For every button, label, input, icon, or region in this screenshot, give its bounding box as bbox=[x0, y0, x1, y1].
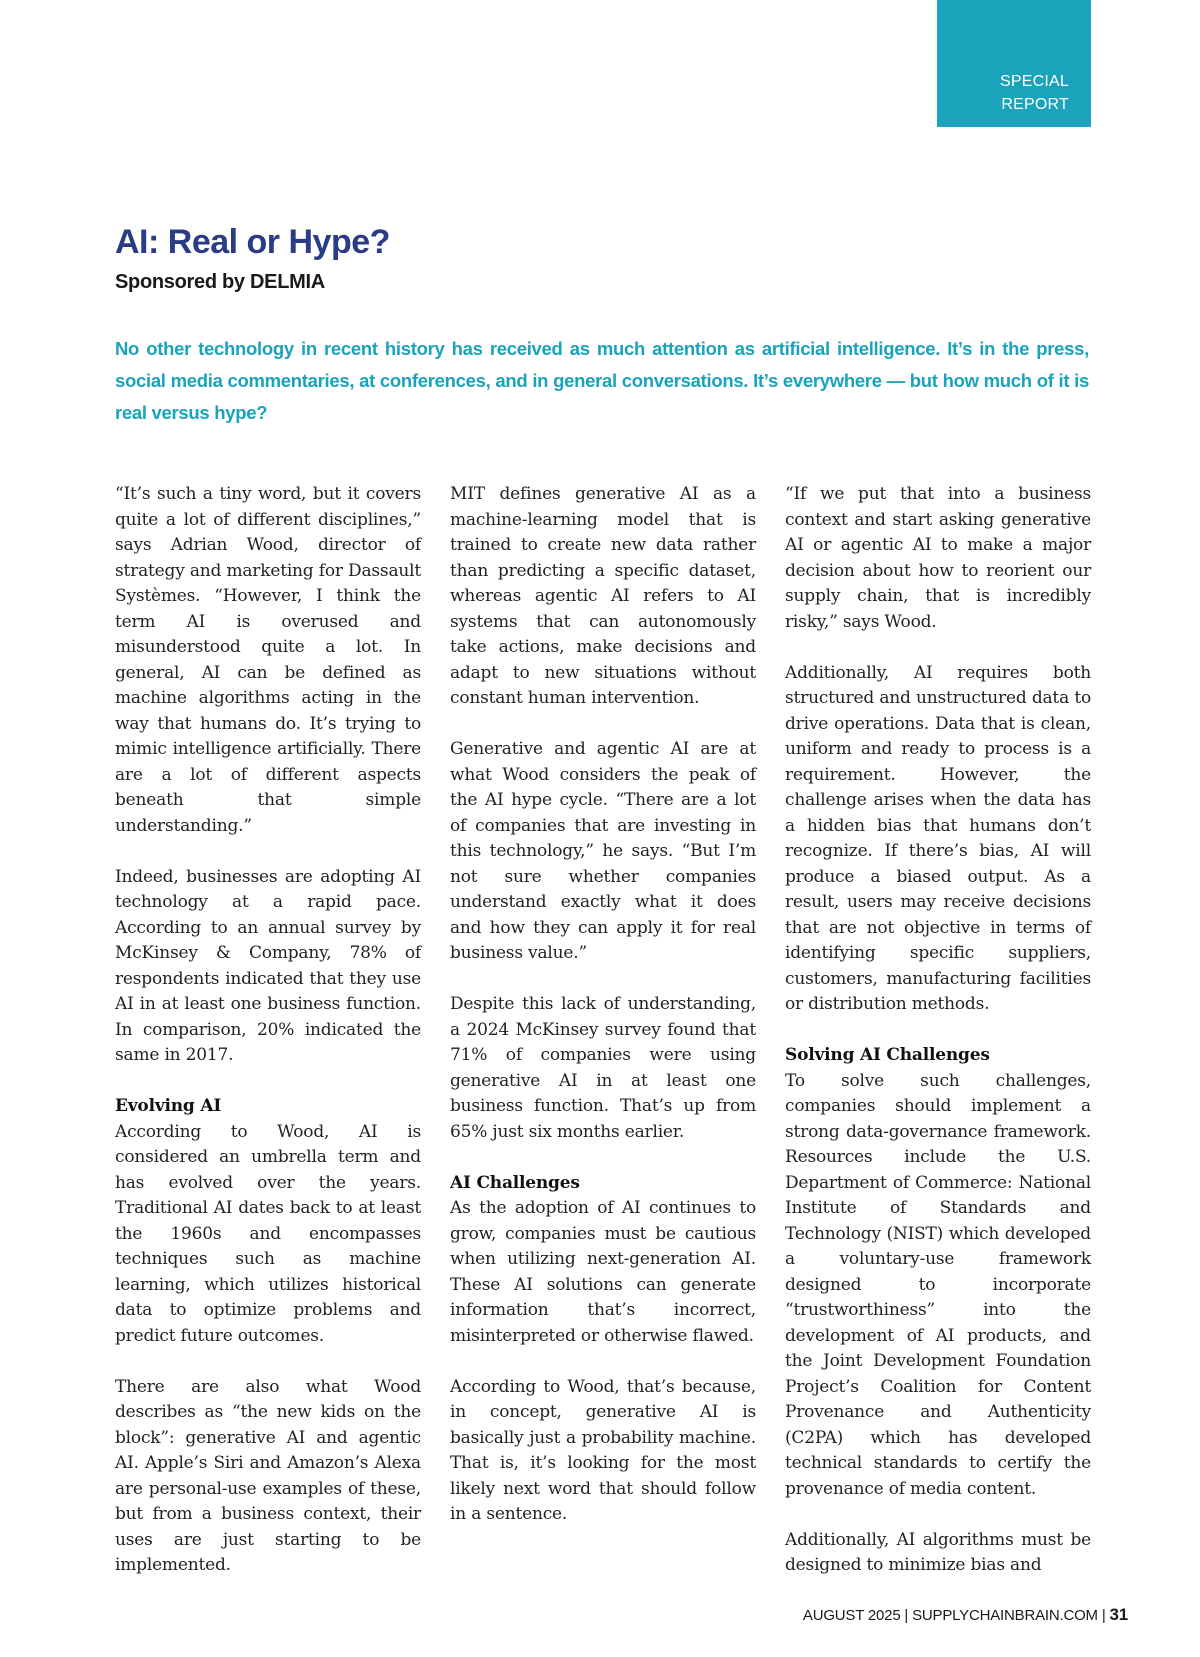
section-heading-ai-challenges: AI Challenges bbox=[450, 1172, 580, 1193]
tag-line-1: SPECIAL bbox=[1000, 73, 1069, 90]
paragraph: MIT defines generative AI as a machine-learning model that is trained to create new data rather than predicting a specific dataset, whereas agentic AI refers to AI systems that can autonomously take actions, make decisions and adapt to new situations without constant human intervention. bbox=[450, 484, 756, 708]
section-heading-evolving-ai: Evolving AI bbox=[115, 1096, 222, 1116]
paragraph: According to Wood, AI is considered an umbrella term and has evolved over the years. Traditional AI dates back to at least the 1960s and encompasses techniques such as machine learning, which utilizes historical data to optimize problems and predict future outcomes. bbox=[115, 1121, 421, 1346]
paragraph: To solve such challenges, companies should implement a strong data-governance framework. Resources include the U.S. Department of Commerce: National Institute of Standards and Technology (NIST) which developed a voluntary-use framework designed to incorporate “trustworthiness” into the development of AI products, and the Joint Development Foundation Project’s Coalition for Content Provenance and Authenticity (C2PA) which has developed technical standards to certify the provenance of media content. bbox=[785, 1070, 1091, 1499]
special-report-tag bbox=[937, 0, 1091, 127]
page-number: 31 bbox=[1109, 1605, 1128, 1624]
column-2 bbox=[450, 482, 756, 1553]
column-3 bbox=[785, 482, 1091, 1604]
article-lede: No other technology in recent history has received as much attention as artificial intelligence. It’s in the press, social media commentaries, at conferences, and in general conversations. It’s everywhere — but how much of it is real versus hype? bbox=[115, 338, 1089, 423]
paragraph: “It’s such a tiny word, but it covers quite a lot of different disciplines,” says Adrian Wood, director of strategy and marketing for Dassault Systèmes. “However, I think the term AI is overused and misunderstood quite a lot. In general, AI can be defined as machine algorithms acting in the way that humans do. It’s trying to mimic intelligence artificially. There are a lot of different aspects beneath that simple understanding.” bbox=[115, 484, 421, 836]
paragraph: Additionally, AI algorithms must be designed to minimize bias and bbox=[785, 1529, 1091, 1575]
section-heading-solving-ai-challenges: Solving AI Challenges bbox=[785, 1045, 990, 1065]
tag-line-2: REPORT bbox=[1001, 96, 1069, 113]
sponsor-line: Sponsored by DELMIA bbox=[115, 271, 325, 293]
paragraph: There are also what Wood describes as “the new kids on the block”: generative AI and agentic AI. Apple’s Siri and Amazon’s Alexa are personal-use examples of these, but from a business context, their uses are just starting to be implemented. bbox=[115, 1376, 421, 1575]
page-footer bbox=[803, 1605, 1128, 1625]
paragraph: Indeed, businesses are adopting AI technology at a rapid pace. According to an annual survey by McKinsey & Company, 78% of respondents indicated that they use AI in at least one business function. In comparison, 20% indicated the same in 2017. bbox=[115, 866, 421, 1065]
paragraph: According to Wood, that’s because, in concept, generative AI is basically just a probability machine. That is, it’s looking for the most likely next word that should follow in a sentence. bbox=[450, 1376, 756, 1524]
paragraph: As the adoption of AI continues to grow, companies must be cautious when utilizing next-generation AI. These AI solutions can generate information that’s incorrect, misinterpreted or otherwise flawed. bbox=[450, 1198, 756, 1346]
paragraph: Additionally, AI requires both structured and unstructured data to drive operations. Data that is clean, uniform and ready to process is a requirement. However, the challenge arises when the data has a hidden bias that humans don’t recognize. If there’s bias, AI will produce a biased output. As a result, users may receive decisions that are not objective in terms of identifying specific suppliers, customers, manufacturing facilities or distribution methods. bbox=[785, 662, 1091, 1014]
paragraph: Generative and agentic AI are at what Wood considers the peak of the AI hype cycle. “There are a lot of companies that are investing in this technology,” he says. “But I’m not sure whether companies understand exactly what it does and how they can apply it for real business value.” bbox=[450, 739, 756, 963]
column-1 bbox=[115, 482, 421, 1604]
paragraph: “If we put that into a business context and start asking generative AI or agentic AI to make a major decision about how to reorient our supply chain, that is incredibly risky,” says Wood. bbox=[785, 484, 1091, 632]
footer-text: AUGUST 2025 | SUPPLYCHAINBRAIN.COM | bbox=[802, 1607, 1110, 1624]
article-title: AI: Real or Hype? bbox=[115, 223, 390, 261]
paragraph: Despite this lack of understanding, a 2024 McKinsey survey found that 71% of companies were using generative AI in at least one business function. That’s up from 65% just six months earlier. bbox=[450, 994, 756, 1142]
